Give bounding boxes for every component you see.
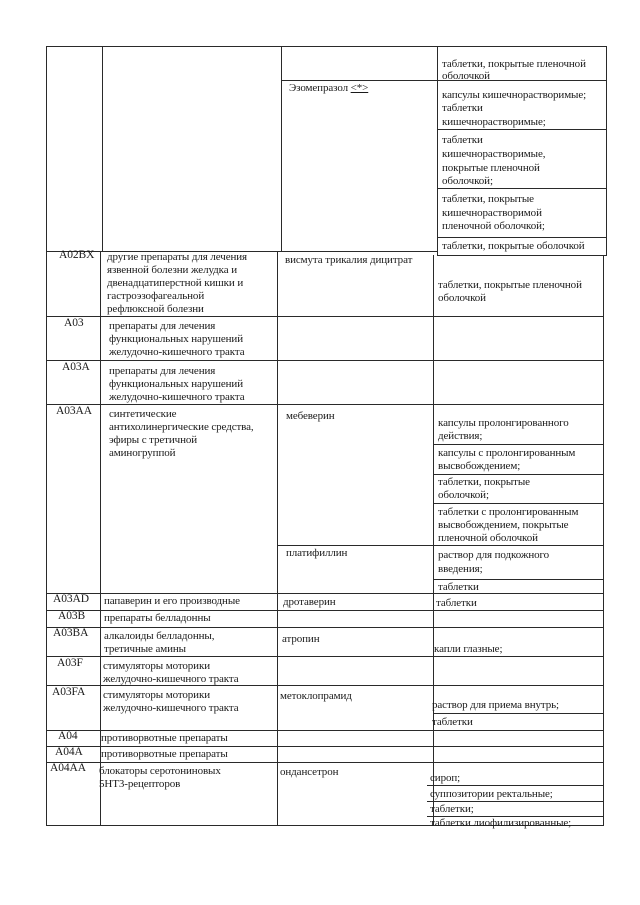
form-divider bbox=[437, 237, 607, 238]
dosage-form: суппозитории ректальные; bbox=[430, 788, 553, 800]
dosage-form: таблетки, покрытые оболочкой bbox=[442, 240, 585, 252]
group-name: двенадцатиперстной кишки и bbox=[107, 277, 244, 289]
form-divider bbox=[437, 188, 607, 189]
dosage-form: капсулы с пролонгированным bbox=[438, 447, 576, 459]
form-divider bbox=[437, 129, 607, 130]
group-name: противорвотные препараты bbox=[101, 748, 228, 760]
dosage-form: таблетки лиофилизированные; bbox=[430, 817, 572, 829]
dosage-form: раствор для подкожного bbox=[438, 549, 550, 561]
row-divider bbox=[46, 762, 604, 763]
dosage-form: покрытые пленочной bbox=[442, 162, 540, 174]
atc-code: A03AA bbox=[56, 405, 92, 417]
atc-code: A03A bbox=[62, 361, 90, 373]
atc-code: A02BX bbox=[59, 249, 95, 261]
row-divider bbox=[277, 545, 604, 546]
group-name: функциональных нарушений bbox=[109, 378, 243, 390]
form-divider bbox=[433, 503, 604, 504]
drug-name: Эзомепразол <*> bbox=[289, 82, 369, 94]
dosage-form: таблетки bbox=[438, 581, 479, 593]
dosage-form: оболочкой bbox=[438, 292, 486, 304]
table-border-left bbox=[46, 46, 47, 825]
group-name: антихолинергические средства, bbox=[109, 421, 254, 433]
group-name: блокаторы серотониновых bbox=[99, 765, 221, 777]
form-divider bbox=[427, 801, 604, 802]
group-name: функциональных нарушений bbox=[109, 333, 243, 345]
dosage-form: сироп; bbox=[430, 772, 461, 784]
atc-code: A04A bbox=[55, 746, 83, 758]
group-name: препараты для лечения bbox=[109, 365, 216, 377]
group-name: рефлюксной болезни bbox=[107, 303, 204, 315]
dosage-form: пленочной оболочкой; bbox=[442, 220, 545, 232]
group-name: стимуляторы моторики bbox=[103, 689, 211, 701]
dosage-form: таблетки с пролонгированным bbox=[438, 506, 579, 518]
table-border-top bbox=[46, 46, 607, 47]
table-border-right bbox=[603, 255, 604, 825]
col-divider-name bbox=[277, 251, 278, 825]
atc-code: A03 bbox=[64, 317, 84, 329]
drug-name: атропин bbox=[282, 633, 320, 645]
group-name: желудочно-кишечного тракта bbox=[103, 673, 239, 685]
form-divider bbox=[433, 444, 604, 445]
group-name: эфиры с третичной bbox=[109, 434, 198, 446]
dosage-form: кишечнорастворимые; bbox=[442, 116, 546, 128]
col-divider-code bbox=[102, 46, 103, 251]
dosage-form: высвобождением, покрытые bbox=[438, 519, 569, 531]
form-divider bbox=[433, 713, 604, 714]
col-divider-drug bbox=[433, 255, 434, 825]
drug-name: платифиллин bbox=[286, 547, 348, 559]
group-name: папаверин и его производные bbox=[104, 595, 240, 607]
dosage-form: таблетки bbox=[432, 716, 473, 728]
dosage-form: действия; bbox=[438, 430, 483, 442]
group-name: желудочно-кишечного тракта bbox=[109, 346, 245, 358]
table-border-right bbox=[606, 46, 607, 255]
group-name: желудочно-кишечного тракта bbox=[103, 702, 239, 714]
dosage-form: оболочкой; bbox=[438, 489, 489, 501]
dosage-form: введения; bbox=[438, 563, 483, 575]
dosage-form: таблетки, покрытые пленочной bbox=[438, 279, 582, 291]
row-divider bbox=[46, 360, 604, 361]
dosage-form: таблетки bbox=[436, 597, 477, 609]
row-divider bbox=[46, 593, 604, 594]
atc-code: A03AD bbox=[53, 593, 89, 605]
dosage-form: кишечнорастворимой bbox=[442, 207, 542, 219]
atc-code: A03F bbox=[57, 657, 83, 669]
group-name: другие препараты для лечения bbox=[107, 251, 248, 263]
group-name: препараты для лечения bbox=[109, 320, 216, 332]
dosage-form: таблетки, покрытые пленочной bbox=[442, 58, 586, 70]
drug-name: метоклопрамид bbox=[280, 690, 352, 702]
row-divider bbox=[46, 404, 604, 405]
dosage-form: таблетки, покрытые bbox=[438, 476, 530, 488]
drug-note-link[interactable]: <*> bbox=[350, 82, 369, 94]
form-divider bbox=[433, 474, 604, 475]
group-name: стимуляторы моторики bbox=[103, 660, 211, 672]
row-divider bbox=[437, 255, 607, 256]
atc-code: A03BA bbox=[53, 627, 89, 639]
dosage-form: высвобождением; bbox=[438, 460, 521, 472]
form-divider bbox=[433, 579, 604, 580]
dosage-form: капсулы кишечнорастворимые; bbox=[442, 89, 587, 101]
drug-name: висмута трикалия дицитрат bbox=[285, 254, 413, 266]
col-divider-name bbox=[281, 46, 282, 251]
group-name: препараты белладонны bbox=[104, 612, 211, 624]
atc-code: A03FA bbox=[52, 686, 86, 698]
dosage-form: оболочкой; bbox=[442, 175, 493, 187]
group-name: противорвотные препараты bbox=[101, 732, 228, 744]
group-name: алкалоиды белладонны, bbox=[104, 630, 215, 642]
row-divider bbox=[46, 627, 604, 628]
row-divider bbox=[46, 730, 604, 731]
dosage-form: таблетки bbox=[442, 134, 483, 146]
dosage-form: таблетки; bbox=[430, 803, 474, 815]
col-divider-drug bbox=[437, 46, 438, 255]
dosage-form: таблетки bbox=[442, 102, 483, 114]
group-name: 5HT3-рецепторов bbox=[99, 778, 181, 790]
group-name: третичные амины bbox=[104, 643, 186, 655]
drug-name: ондансетрон bbox=[280, 766, 339, 778]
dosage-form: капли глазные; bbox=[434, 643, 503, 655]
atc-code: A03B bbox=[58, 610, 86, 622]
row-divider bbox=[46, 610, 604, 611]
group-name: синтетические bbox=[109, 408, 177, 420]
dosage-form: кишечнорастворимые, bbox=[442, 148, 546, 160]
group-name: желудочно-кишечного тракта bbox=[109, 391, 245, 403]
atc-code: A04 bbox=[58, 730, 78, 742]
drug-name: мебеверин bbox=[286, 410, 335, 422]
row-divider bbox=[46, 316, 604, 317]
dosage-form: таблетки, покрытые bbox=[442, 193, 534, 205]
row-divider bbox=[46, 746, 604, 747]
group-name: аминогруппой bbox=[109, 447, 176, 459]
atc-code: A04AA bbox=[50, 762, 86, 774]
dosage-form: оболочкой bbox=[442, 70, 490, 82]
group-name: язвенной болезни желудка и bbox=[107, 264, 237, 276]
dosage-form: раствор для приема внутрь; bbox=[432, 699, 560, 711]
form-divider bbox=[427, 785, 604, 786]
dosage-form: пленочной оболочкой bbox=[438, 532, 538, 544]
group-name: гастроэзофагеальной bbox=[107, 290, 205, 302]
row-divider bbox=[46, 656, 604, 657]
dosage-form: капсулы пролонгированного bbox=[438, 417, 569, 429]
drug-name: дротаверин bbox=[283, 596, 336, 608]
